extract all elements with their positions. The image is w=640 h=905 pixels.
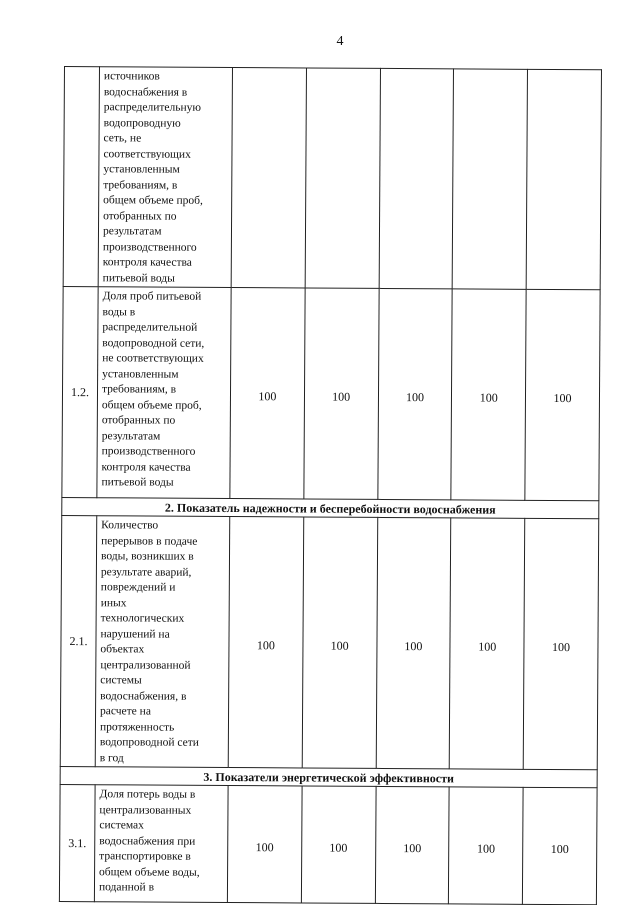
description-line: общем объеме проб, [101, 398, 202, 412]
description-line: нарушений на [100, 627, 170, 641]
description-line: водоснабжения, в [100, 689, 187, 703]
value-cell: 100 [376, 517, 451, 768]
description-line: питьевой воды [102, 271, 175, 285]
description-line: повреждений и [100, 581, 176, 594]
description-line: водопроводной сети, [102, 336, 205, 350]
description-line: водоснабжения в [103, 85, 188, 99]
description-line: воды, возникших в [100, 550, 194, 563]
value-cell: 100 [228, 517, 303, 768]
description-line: системы [100, 674, 142, 687]
table-row [59, 784, 597, 904]
value-cell [453, 69, 528, 289]
description-line: перерывов в подаче [101, 534, 198, 548]
description-line: водопроводной сети [99, 736, 200, 749]
description-line: питьевой воды [101, 476, 174, 489]
description-line: расчете на [100, 705, 151, 718]
description-line: Количество [101, 519, 159, 532]
table-row [60, 515, 599, 769]
row-number: 1.2. [62, 286, 98, 497]
value-cell [305, 68, 380, 288]
description-line: контроля качества [102, 256, 192, 269]
value-cell: 100 [227, 786, 302, 903]
value-cell: 100 [525, 289, 600, 500]
description-line: централизованной [100, 658, 191, 672]
row-description [98, 67, 232, 288]
description-line: водоснабжения при [99, 834, 196, 848]
description-line: требованиям, в [101, 383, 177, 396]
row-number: 3.1. [59, 784, 95, 901]
description-line: установленным [103, 163, 180, 176]
row-description [95, 516, 230, 768]
description-line: результате аварий, [100, 565, 192, 579]
description-line: контроля качества [101, 460, 191, 474]
description-line: воды в [102, 305, 136, 318]
description-line: производственного [101, 445, 196, 458]
value-cell [231, 68, 306, 288]
description-line: соответствующих [103, 147, 191, 161]
table-row [62, 286, 600, 500]
value-cell: 100 [451, 289, 526, 500]
description-line: распределительную [103, 101, 202, 114]
description-line: Доля потерь воды в [99, 788, 196, 801]
description-line: объектах [100, 643, 145, 656]
value-cell: 100 [230, 288, 305, 499]
value-cell [379, 68, 454, 288]
value-cell: 100 [304, 288, 379, 499]
description-line: источников [103, 70, 160, 83]
description-line: общем объеме проб, [103, 194, 203, 207]
description-line: сеть, не [103, 132, 142, 145]
description-line: производственного [102, 240, 197, 254]
row-description [94, 785, 228, 903]
value-cell: 100 [523, 518, 598, 769]
description-line: отобранных по [103, 209, 177, 223]
table-row [63, 67, 601, 290]
description-line: водопроводную [103, 116, 181, 130]
section-heading: 2. Показатель надежности и бесперебойности водоснабжения [62, 497, 599, 518]
value-cell: 100 [449, 787, 524, 904]
row-number [63, 67, 99, 287]
description-line: общем объеме воды, [99, 865, 200, 879]
value-cell: 100 [302, 517, 377, 768]
description-line: иных [100, 596, 127, 609]
value-cell: 100 [377, 288, 452, 499]
value-cell: 100 [301, 786, 376, 903]
value-cell: 100 [375, 786, 450, 903]
row-number: 2.1. [60, 515, 97, 766]
value-cell: 100 [523, 787, 598, 904]
description-line: поданной в [98, 881, 155, 894]
description-line: транспортировке в [99, 850, 191, 863]
description-line: Доля проб питьевой [102, 290, 202, 303]
description-line: системах [99, 819, 144, 832]
description-line: установленным [102, 367, 179, 381]
description-line: не соответствующих [102, 352, 204, 365]
description-line: в год [99, 751, 124, 764]
description-line: технологических [100, 612, 185, 625]
page-number: 4 [336, 34, 344, 49]
description-line: распределительной [102, 321, 198, 334]
indicator-table [59, 66, 602, 905]
description-line: требованиям, в [103, 178, 178, 192]
description-line: результатам [101, 429, 161, 443]
value-cell [526, 69, 601, 289]
value-cell: 100 [450, 518, 525, 769]
description-line: отобранных по [101, 414, 176, 427]
section-heading: 3. Показатели энергетической эффективности [60, 766, 597, 787]
description-line: протяженность [99, 720, 175, 734]
description-line: централизованных [99, 803, 192, 817]
row-description [97, 287, 231, 499]
description-line: результатам [102, 225, 162, 238]
